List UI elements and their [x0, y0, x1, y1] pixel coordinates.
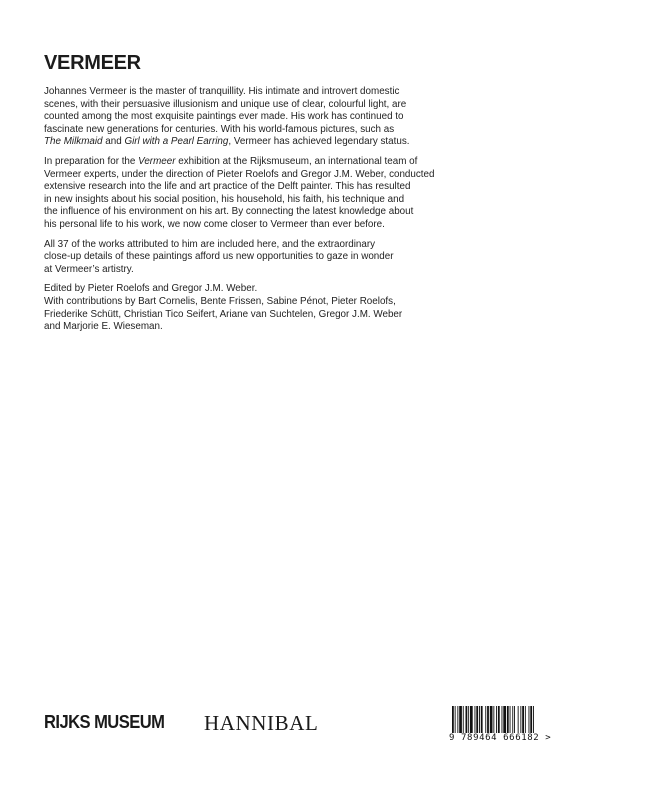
text-fragment: exhibition at the Rijksmuseum, an international team of [175, 155, 418, 167]
blurb [44, 86, 484, 334]
paragraph-works [44, 239, 484, 277]
text-line: and Marjorie E. Wieseman. [44, 321, 163, 333]
text-line: Friederike Schütt, Christian Tico Seifert, Ariane van Suchtelen, Gregor J.M. Weber [44, 308, 403, 320]
text-line [44, 136, 484, 149]
text-line: at Vermeer’s artistry. [44, 263, 134, 275]
text-line: Johannes Vermeer is the master of tranquillity. His intimate and introvert domestic [44, 86, 400, 97]
painting-title-milkmaid: The Milkmaid [44, 136, 103, 148]
hannibal-logo: HANNIBAL [204, 711, 319, 735]
text-line: With contributions by Bart Cornelis, Bente Frissen, Sabine Pénot, Pieter Roelofs, [44, 295, 396, 307]
text-line: Edited by Pieter Roelofs and Gregor J.M. Weber. [44, 283, 258, 295]
text-line [44, 156, 484, 169]
text-line: in new insights about his social position, his household, his faith, his technique and [44, 193, 405, 205]
painting-title-pearl-earring: Girl with a Pearl Earring [124, 136, 229, 148]
text-line: scenes, with their persuasive illusionism and unique use of clear, colourful light, are [44, 98, 407, 110]
text-fragment: , Vermeer has achieved legendary status. [228, 136, 410, 148]
isbn-number: 9 789464 666182 > [449, 733, 552, 743]
paragraph-credits [44, 283, 484, 333]
text-fragment: and [102, 136, 125, 148]
text-line: Vermeer experts, under the direction of Pieter Roelofs and Gregor J.M. Weber, conducted [44, 168, 435, 180]
text-line: the influence of his environment on his art. By connecting the latest knowledge about [44, 206, 414, 218]
text-fragment: In preparation for the [44, 155, 139, 167]
text-line: close-up details of these paintings afford us new opportunities to gaze in wonder [44, 251, 394, 263]
text-line: extensive research into the life and art practice of the Delft painter. This has resulted [44, 181, 411, 193]
text-line: counted among the most exquisite paintings ever made. His work has continued to [44, 111, 404, 123]
isbn-barcode [448, 706, 568, 750]
exhibition-title: Vermeer [138, 155, 176, 167]
rijksmuseum-logo: RIJKS MUSEUM [44, 712, 165, 732]
text-line: his personal life to his work, we now come closer to Vermeer than ever before. [44, 218, 385, 230]
text-line: All 37 of the works attributed to him are included here, and the extraordinary [44, 238, 376, 250]
paragraph-research [44, 156, 484, 232]
text-line: fascinate new generations for centuries. With his world-famous pictures, such as [44, 123, 395, 135]
paragraph-intro [44, 86, 484, 149]
book-title: VERMEER [44, 52, 141, 74]
